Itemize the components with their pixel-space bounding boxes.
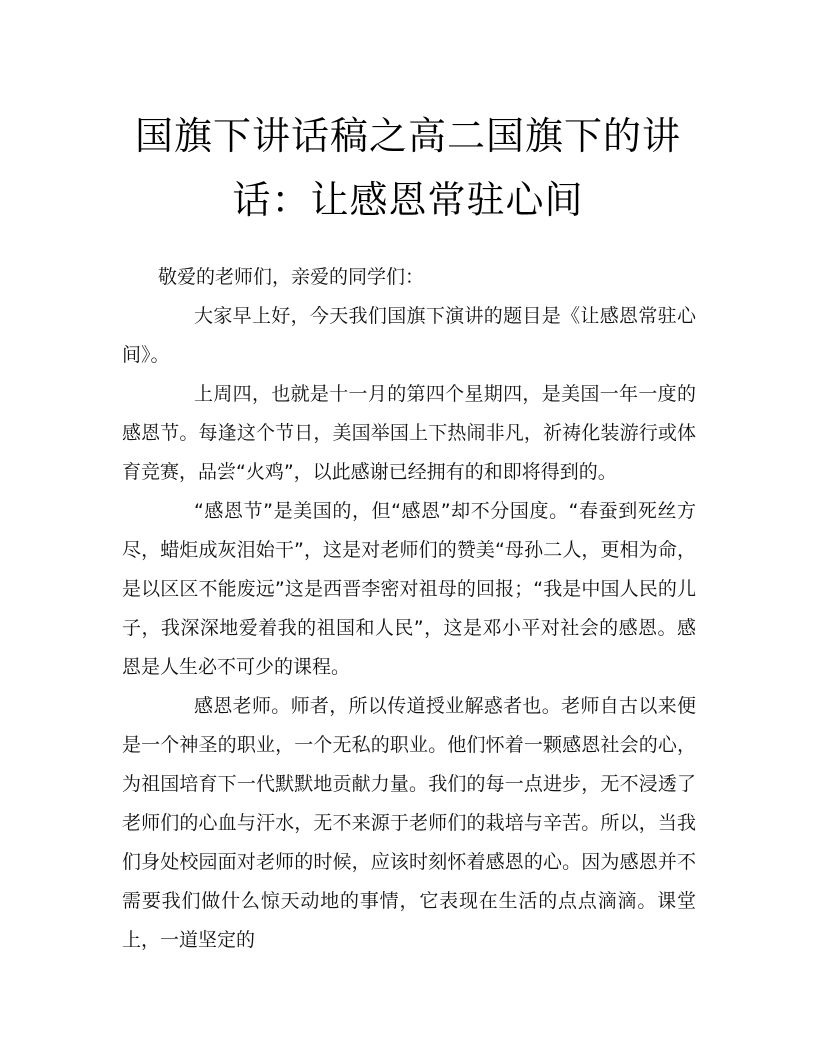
document-title: 国旗下讲话稿之高二国旗下的讲话：让感恩常驻心间 — [134, 114, 681, 222]
paragraph-1: 大家早上好，今天我们国旗下演讲的题目是《让感恩常驻心间》。 — [122, 305, 696, 366]
paragraph-4: 感恩老师。师者，所以传道授业解惑者也。老师自古以来便是一个神圣的职业，一个无私的职业。他们怀着一颗感恩社会的心，为祖国培育下一代默默地贡献力量。我们的每一点进步，无不浸透了老师们的心血与汗水，无不来源于老师们的栽培与辛苦。所以，当我们身处校园面对老师的时候，应该时刻怀着感恩的心。因为感恩并不需要我们做什么惊天动地的事情，它表现在生活的点点滴滴。课堂上，一道坚定的 — [122, 695, 696, 951]
salutation: 敬爱的老师们，亲爱的同学们： — [158, 266, 425, 288]
paragraph-2: 上周四，也就是十一月的第四个星期四，是美国一年一度的感恩节。每逢这个节日，美国举国上下热闹非凡，祈祷化装游行或体育竞赛，品尝“火鸡”，以此感谢已经拥有的和即将得到的。 — [122, 383, 696, 483]
document-body — [122, 258, 696, 960]
paragraph-3: “感恩节”是美国的，但“感恩”却不分国度。“春蚕到死丝方尽，蜡炬成灰泪始干”，这是对老师们的赞美“母孙二人，更相为命，是以区区不能废远”这是西晋李密对祖母的回报；“我是中国人民的儿子，我深深地爱着我的祖国和人民”，这是邓小平对社会的感恩。感恩是人生必不可少的课程。 — [122, 500, 696, 678]
